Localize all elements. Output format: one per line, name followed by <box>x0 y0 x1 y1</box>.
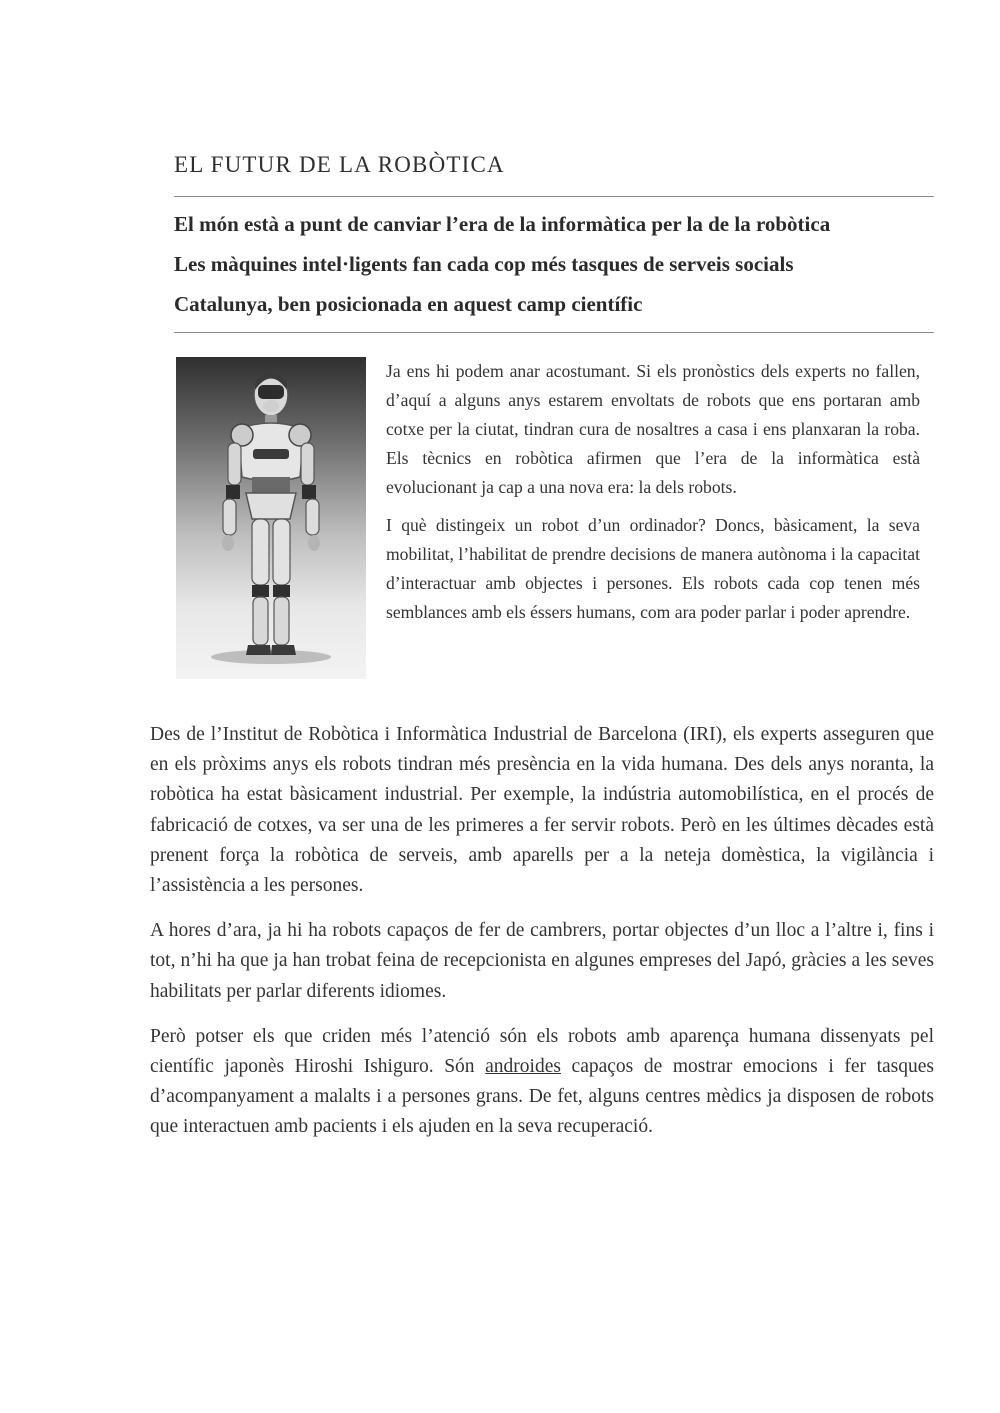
article-title: EL FUTUR DE LA ROBÒTICA <box>174 152 505 177</box>
subtitle-line: Catalunya, ben posicionada en aquest camp científic <box>174 292 643 316</box>
paragraph: A hores d’ara, ja hi ha robots capaços de fer de cambrers, portar objectes d’un lloc a l’altre i, fins i tot, n’hi ha que ja han trobat feina de recepcionista en algunes empreses del Japó, gràcies a les seves habilitats per parlar diferents idiomes. <box>150 920 934 1002</box>
paragraph: Des de l’Institut de Robòtica i Informàtica Industrial de Barcelona (IRI), els experts asseguren que en els pròxims anys els robots tindran més presència en la vida humana. Des dels anys noranta, la robòtica ha estat bàsicament industrial. Per exemple, la indústria automobilística, en el procés de fabricació de cotxes, va ser una de les primeres a fer servir robots. Però en les últimes dècades està prenent força la robòtica de serveis, amb aparells per a la neteja domèstica, la vigilància i l’assistència a les persones. <box>150 724 934 897</box>
subtitle-list <box>174 210 944 330</box>
article-body <box>150 720 934 1158</box>
intro-column <box>386 357 920 636</box>
subtitle-line: Les màquines intel·ligents fan cada cop més tasques de serveis socials <box>174 252 794 276</box>
paragraph-text: capaços de mostrar emocions i fer tasques d’acompanyament a malalts i a persones grans. De fet, alguns centres mèdics ja disposen de robots que interactuen amb pacients i els ajuden en la seva recuperació. <box>150 1056 934 1138</box>
paragraph: Ja ens hi podem anar acostumant. Si els pronòstics dels experts no fallen, d’aquí a alguns anys estarem envoltats de robots que ens portaran amb cotxe per la ciutat, tindran cura de nosaltres a casa i ens planxaran la roba. Els tècnics en robòtica afirmen que l’era de la informàtica està evolucionant ja cap a una nova era: la dels robots. <box>386 361 920 497</box>
subtitle-line: El món està a punt de canviar l’era de la informàtica per la de la robòtica <box>174 212 831 236</box>
subtitle-divider <box>174 332 934 333</box>
humanoid-robot-photo <box>176 357 366 679</box>
paragraph-text: Però potser els que criden més l’atenció són els robots amb aparença humana dissenyats pel científic japonès Hiroshi Ishiguro. Són <box>150 1025 934 1078</box>
androides-link[interactable]: androides <box>485 1056 561 1078</box>
title-divider <box>174 196 934 197</box>
paragraph <box>150 1022 934 1143</box>
paragraph: I què distingeix un robot d’un ordinador? Doncs, bàsicament, la seva mobilitat, l’habilitat de prendre decisions de manera autònoma i la capacitat d’interactuar amb objectes i persones. Els robots cada cop tenen més semblances amb els éssers humans, com ara poder parlar i poder aprendre. <box>386 515 920 622</box>
robot-illustration <box>176 357 366 679</box>
